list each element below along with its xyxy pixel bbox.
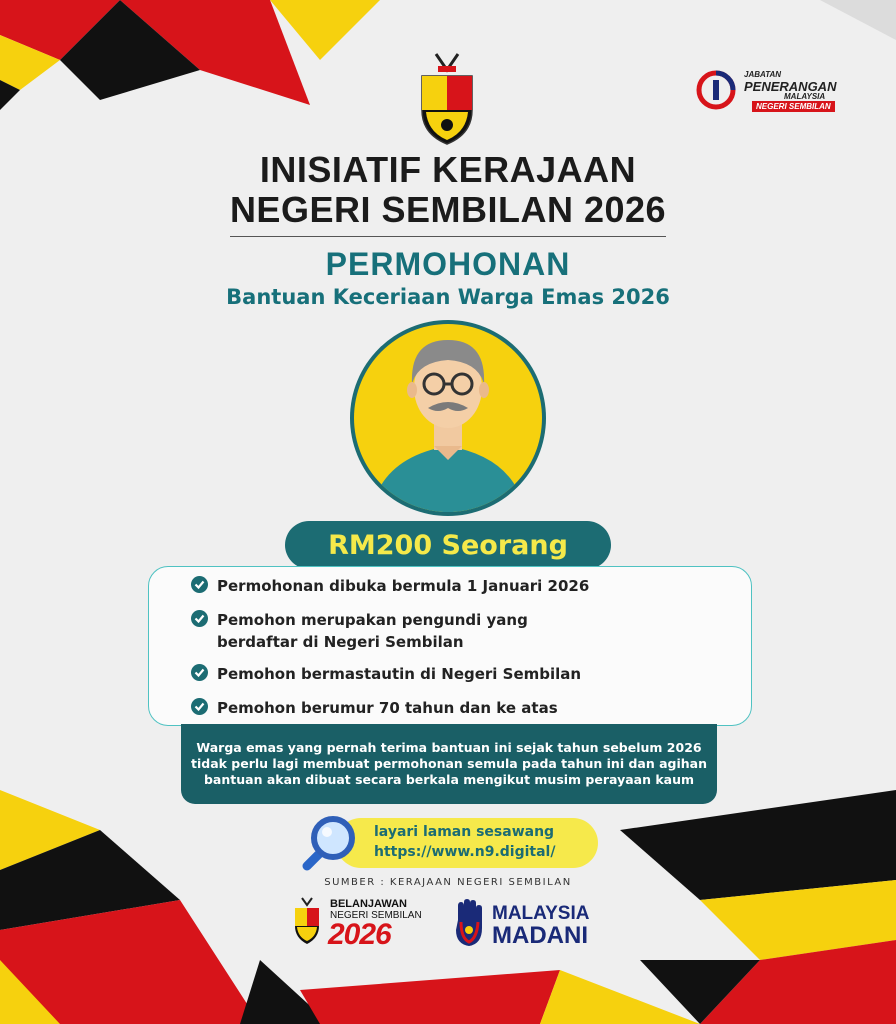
note-box	[181, 724, 717, 804]
title-line-2: NEGERI SEMBILAN 2026	[229, 189, 667, 230]
criteria-text: Pemohon merupakan pengundi yang berdaftar di Negeri Sembilan	[217, 611, 528, 651]
list-item	[217, 609, 577, 653]
belanjawan-line1: BELANJAWAN	[330, 898, 408, 910]
website-label: layari laman sesawang	[374, 824, 555, 840]
website-url[interactable]: https://www.n9.digital/	[374, 844, 556, 860]
crest-icon	[416, 48, 478, 148]
jabatan-line1: JABATAN	[744, 70, 782, 79]
check-icon	[191, 664, 208, 681]
amount-text: RM200 Seorang	[328, 529, 568, 561]
elderly-man-avatar	[348, 318, 548, 518]
subtitle: Bantuan Keceriaan Warga Emas 2026	[226, 285, 670, 309]
website-pill[interactable]	[336, 818, 598, 868]
madani-line1: MALAYSIA	[492, 903, 590, 924]
criteria-list	[148, 566, 752, 726]
madani-line2: MADANI	[492, 922, 588, 949]
jabatan-logo	[696, 68, 836, 112]
heading: PERMOHONAN	[325, 246, 571, 282]
jabatan-line2: PENERANGAN	[744, 79, 837, 94]
list-item	[217, 663, 637, 685]
jabatan-ribbon: NEGERI SEMBILAN	[752, 101, 835, 112]
jabatan-line3: MALAYSIA	[784, 92, 826, 101]
magnifier-icon	[295, 812, 359, 876]
madani-hand-icon	[452, 898, 488, 948]
belanjawan-line2: NEGERI SEMBILAN	[330, 910, 422, 921]
jabatan-logo-icon	[696, 68, 740, 112]
belanjawan-crest-icon	[292, 896, 322, 946]
belanjawan-year: 2026	[328, 918, 391, 951]
check-icon	[191, 610, 208, 627]
check-icon	[191, 576, 208, 593]
page-title	[0, 150, 896, 230]
title-line-1: INISIATIF KERAJAAN	[259, 149, 637, 190]
check-icon	[191, 698, 208, 715]
amount-badge	[285, 521, 611, 569]
criteria-text: Pemohon berumur 70 tahun dan ke atas	[217, 699, 558, 717]
list-item	[217, 575, 637, 597]
criteria-text: Pemohon bermastautin di Negeri Sembilan	[217, 665, 582, 683]
title-divider	[230, 236, 666, 237]
source-text: SUMBER : KERAJAAN NEGERI SEMBILAN	[324, 877, 572, 888]
list-item	[217, 697, 637, 719]
criteria-text: Permohonan dibuka bermula 1 Januari 2026	[217, 577, 590, 595]
note-text: Warga emas yang pernah terima bantuan ini sejak tahun sebelum 2026 tidak perlu lagi membuat permohonan semula pada tahun ini dan agihan bantuan akan dibuat secara berkala mengikut musim perayaan kaum	[191, 740, 707, 787]
